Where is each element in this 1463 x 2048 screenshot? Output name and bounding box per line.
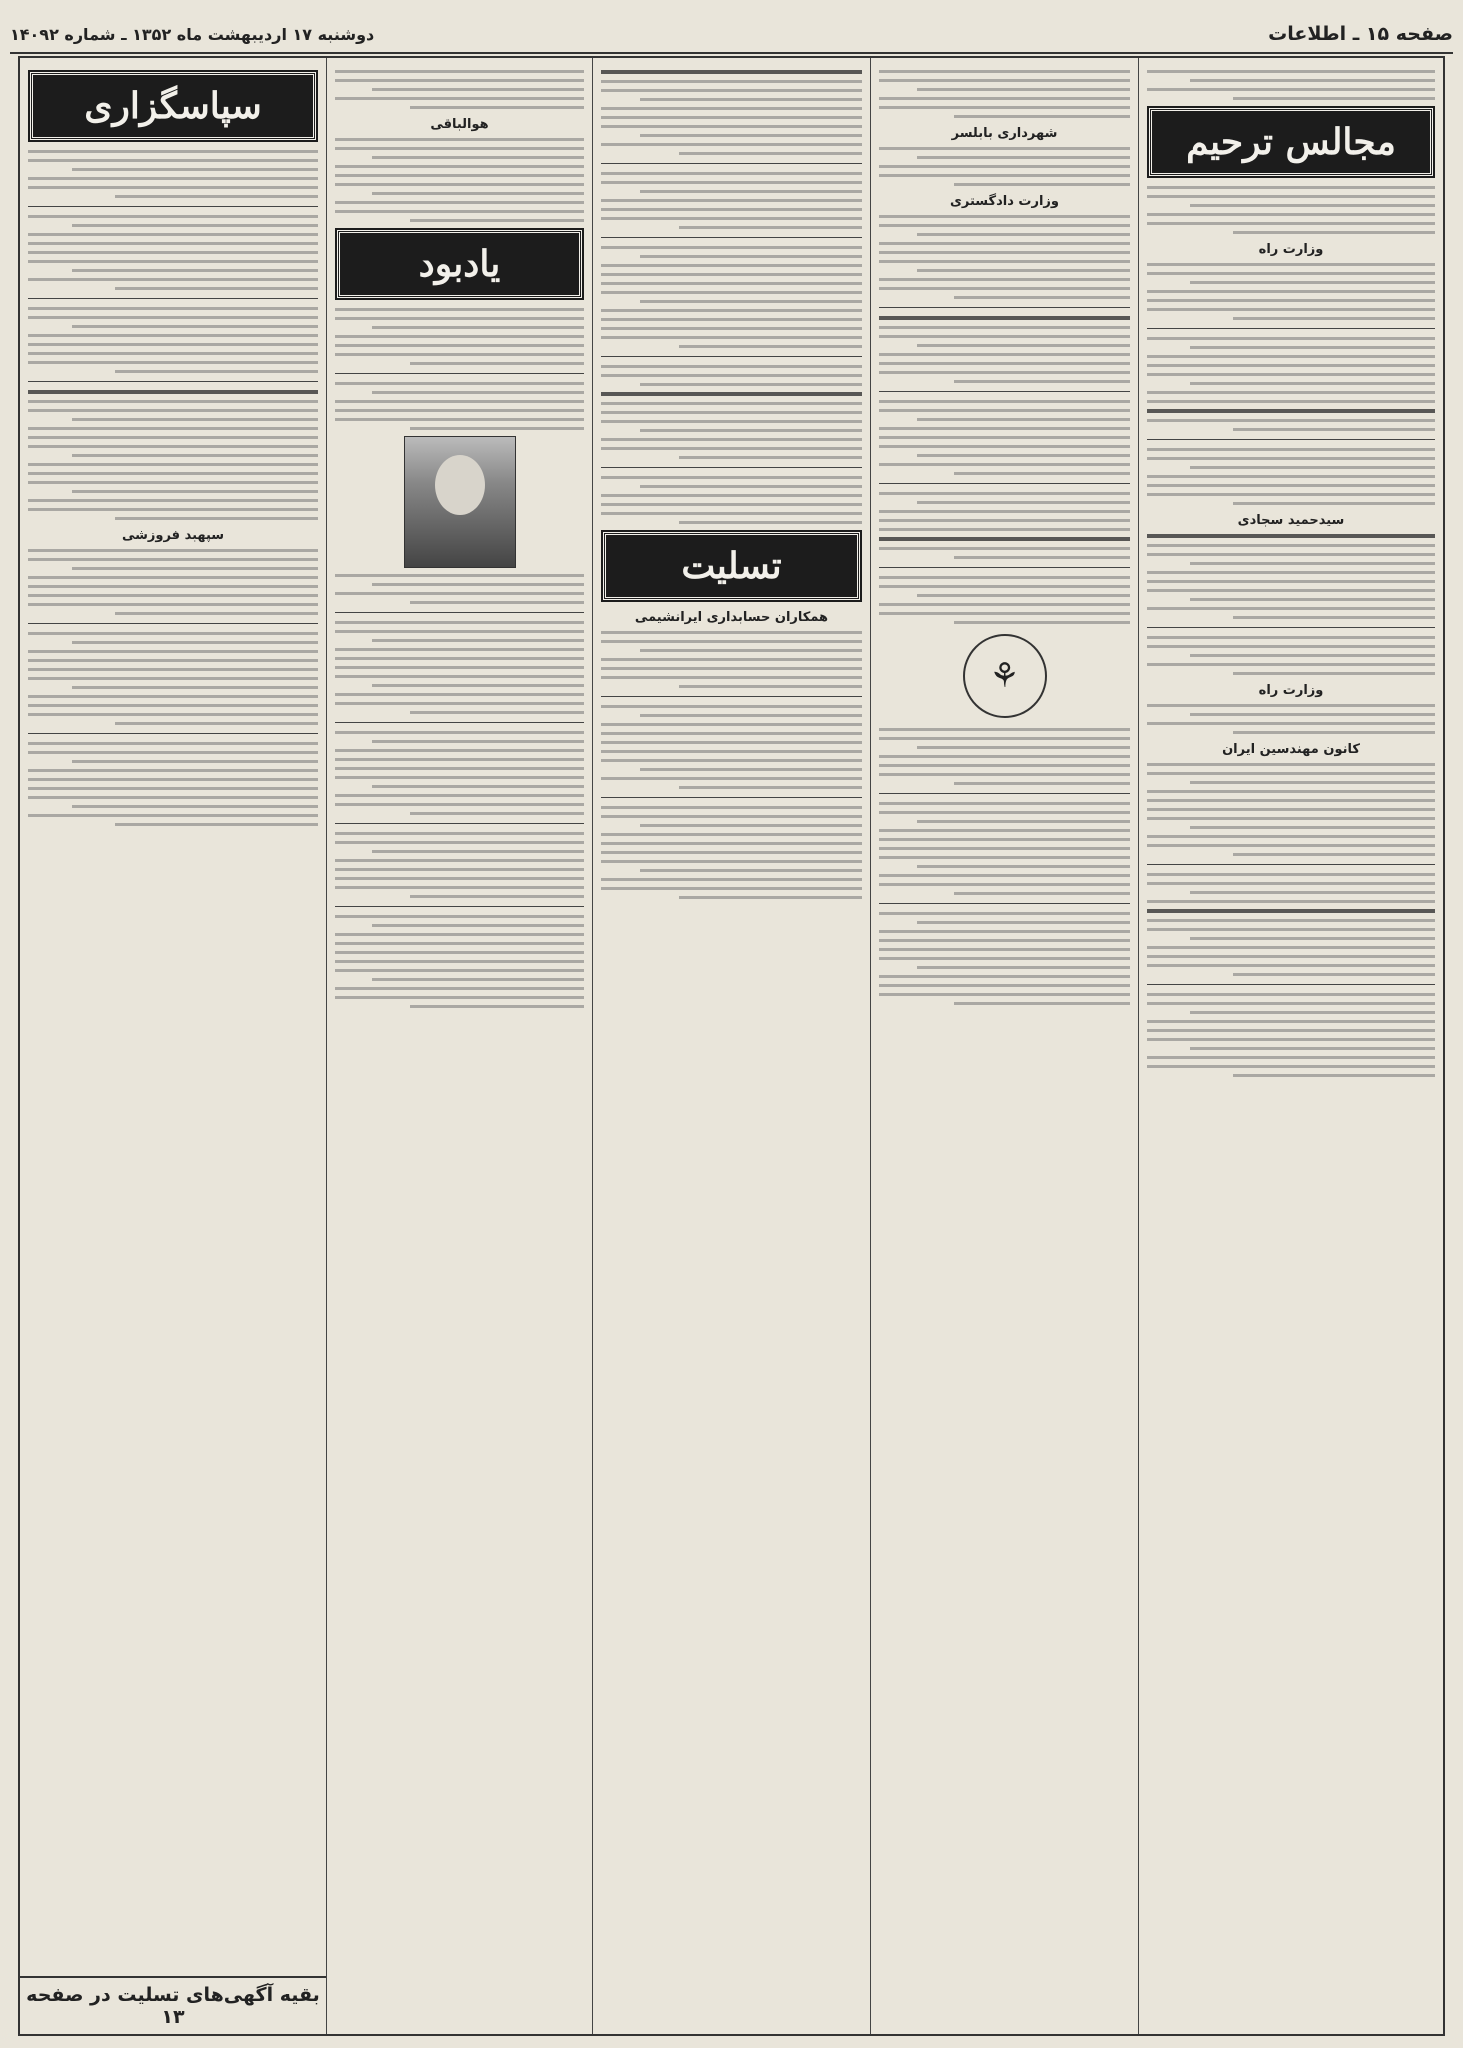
running-header [10, 16, 1453, 54]
notice-heading: وزارت دادگستری [950, 194, 1059, 209]
notice-block [879, 802, 1130, 895]
notice-block [28, 150, 318, 198]
column-1 [1138, 58, 1443, 2034]
section-banner-yadbood: یادبود [337, 230, 582, 298]
section-banner-majales: مجالس ترحیم [1149, 108, 1433, 176]
notice-block [601, 172, 862, 229]
notice-block [601, 705, 862, 789]
notice-block [335, 731, 584, 815]
notice-block [879, 576, 1130, 624]
notice-block [1147, 993, 1435, 1077]
notice-heading: سیدحمید سجادی [1237, 513, 1345, 528]
notice-block [1147, 763, 1435, 856]
notice-heading: وزارت راه [1258, 242, 1324, 257]
notice-block [879, 215, 1130, 299]
notice-heading: همکاران حسابداری ایرانشیمی [634, 610, 829, 625]
notice-block [335, 832, 584, 898]
notice-block [1147, 263, 1435, 320]
notice-block [601, 806, 862, 899]
notice-block [879, 728, 1130, 785]
notice-block [601, 631, 862, 688]
section-banner-sepasgozari: سپاسگزاری [30, 72, 316, 140]
notice-block [1147, 337, 1435, 431]
notice-block [879, 912, 1130, 1005]
notice-block [1147, 704, 1435, 734]
column-4 [326, 58, 592, 2034]
notice-block [879, 400, 1130, 475]
notice-block [879, 147, 1130, 186]
notice-block [879, 316, 1130, 383]
notice-block [1147, 873, 1435, 976]
column-2 [870, 58, 1138, 2034]
notice-block [1147, 70, 1435, 100]
notice-block [1147, 534, 1435, 619]
notice-block [335, 138, 584, 222]
content-frame [18, 56, 1445, 2036]
notice-block [1147, 636, 1435, 675]
notice-heading: سپهبد فروزشی [121, 528, 225, 543]
memorial-portrait [404, 436, 516, 568]
notice-block [601, 246, 862, 348]
page-number-label: صفحه ۱۵ ـ اطلاعات [1268, 23, 1453, 45]
column-5 [20, 58, 326, 2034]
continuation-footer: بقیه آگهی‌های تسلیت در صفحه ۱۳ [20, 1976, 326, 2034]
notice-block [601, 365, 862, 459]
issue-date-label: دوشنبه ۱۷ اردیبهشت ماه ۱۳۵۲ ـ شماره ۱۴۰۹۲ [10, 24, 375, 44]
column-3 [592, 58, 870, 2034]
notice-block [335, 915, 584, 1008]
notice-block [1147, 186, 1435, 234]
notice-block [335, 574, 584, 604]
notice-block [335, 382, 584, 430]
notice-block [335, 70, 584, 109]
notice-block [335, 308, 584, 365]
notice-heading: هوالباقی [430, 117, 489, 132]
notice-block [28, 742, 318, 826]
notice-heading: کانون مهندسین ایران [1222, 742, 1360, 757]
notice-block [28, 390, 318, 520]
emblem-icon: ⚘ [963, 634, 1047, 718]
notice-block [879, 492, 1130, 559]
notice-heading: وزارت راه [1258, 683, 1324, 698]
notice-block [28, 307, 318, 373]
notice-heading: شهرداری بابلسر [951, 126, 1058, 141]
notice-block [28, 215, 318, 290]
notice-block [601, 476, 862, 524]
notice-block [879, 70, 1130, 118]
notice-block [28, 549, 318, 615]
notice-block [601, 70, 862, 155]
notice-block [335, 621, 584, 714]
notice-block [28, 632, 318, 725]
section-banner-taslit: تسلیت [603, 532, 860, 600]
notice-block [1147, 448, 1435, 505]
